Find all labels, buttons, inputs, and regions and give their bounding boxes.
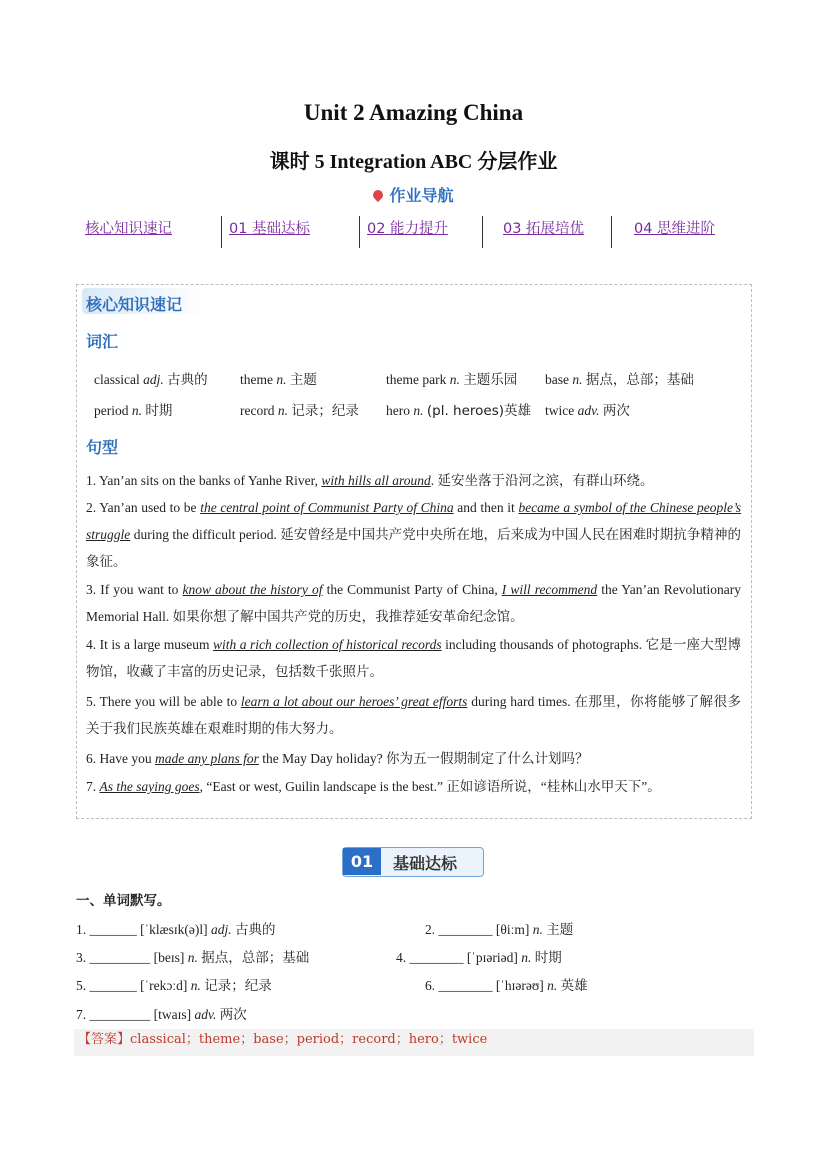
section-number: 01 [343,848,381,875]
dictation-item: 4. ________ [ˈpɪəriəd] n. 时期 [396,950,562,966]
nav-link-basic[interactable]: 01 基础达标 [229,221,311,237]
answer-box [74,1029,754,1056]
dictation-item: 7. _________ [twaɪs] adv. 两次 [76,1007,247,1023]
nav-divider [482,216,483,248]
sentence-item: 7. As the saying goes, “East or west, Guilin landscape is the best.” 正如谚语所说，“桂林山水甲天下”。 [86,779,661,794]
vocab-entry: twice adv. 两次 [545,403,630,419]
sentence-heading: 句型 [86,438,119,457]
answer-text: classical；theme；base；period；record；hero；twice [130,1032,488,1047]
vocab-heading: 词汇 [86,332,119,351]
nav-link-thinking[interactable]: 04 思维进阶 [634,221,716,237]
page-title: Unit 2 Amazing China [303,100,524,125]
sentence-item: 5. There you will be able to learn a lot about our heroes’ great efforts during hard times. 在那里，你将能够了解很多关于我们民族英雄在艰难时期的伟大努力。 [86,694,741,736]
vocab-entry: classical adj. 古典的 [94,372,208,388]
sentence-item: 4. It is a large museum with a rich collection of historical records including thousands of photographs. 它是一座大型博物馆，收藏了丰富的历史记录，包括数千张照片。 [86,637,741,679]
dictation-item: 2. ________ [θiːm] n. 主题 [425,922,574,938]
page-subtitle: 课时 5 Integration ABC 分层作业 [269,151,558,173]
question-heading: 一、单词默写。 [76,893,171,909]
answer-label: 【答案】 [78,1032,131,1047]
dictation-item: 5. _______ [ˈrekɔːd] n. 记录；纪录 [76,978,272,994]
nav-link-ability[interactable]: 02 能力提升 [367,221,449,237]
vocab-entry: theme n. 主题 [240,372,317,388]
sentence-item: 1. Yan’an sits on the banks of Yanhe River, with hills all around. 延安坐落于沿河之滨，有群山环绕。 [86,473,654,488]
location-pin-icon [371,187,385,201]
nav-divider [611,216,612,248]
dictation-item: 3. _________ [beɪs] n. 据点，总部；基础 [76,950,310,966]
sentence-item: 2. Yan’an used to be the central point of Communist Party of China and then it became a symbol of the Chinese people’s struggle during the difficult period. 延安曾经是中国共产党中央所在地，后来成为中国人民在困难时期抗争精神的象征。 [86,500,741,569]
nav-divider [221,216,222,248]
vocab-entry: base n. 据点，总部；基础 [545,372,694,388]
knowledge-heading: 核心知识速记 [86,295,183,314]
nav-divider [359,216,360,248]
vocab-entry: hero n. (pl. heroes)英雄 [386,403,532,419]
sentence-item: 6. Have you made any plans for the May Day holiday? 你为五一假期制定了什么计划吗？ [86,751,589,766]
section-title: 基础达标 [393,854,458,873]
vocab-entry: record n. 记录；纪录 [240,403,359,419]
sentence-item: 3. If you want to know about the history of the Communist Party of China, I will recommend the Yan’an Revolutionary Memorial Hall. 如果你想了解中国共产党的历史，我推荐延安革命纪念馆。 [86,582,741,624]
nav-heading-label: 作业导航 [389,186,454,205]
nav-heading [0,183,827,206]
dictation-item: 1. _______ [ˈklæsɪk(ə)l] adj. 古典的 [76,922,276,938]
dictation-item: 6. ________ [ˈhɪərəʊ] n. 英雄 [425,978,588,994]
nav-link-extension[interactable]: 03 拓展培优 [503,221,585,237]
vocab-entry: period n. 时期 [94,403,173,419]
nav-link-core-knowledge[interactable]: 核心知识速记 [85,221,172,237]
vocab-entry: theme park n. 主题乐园 [386,372,518,388]
